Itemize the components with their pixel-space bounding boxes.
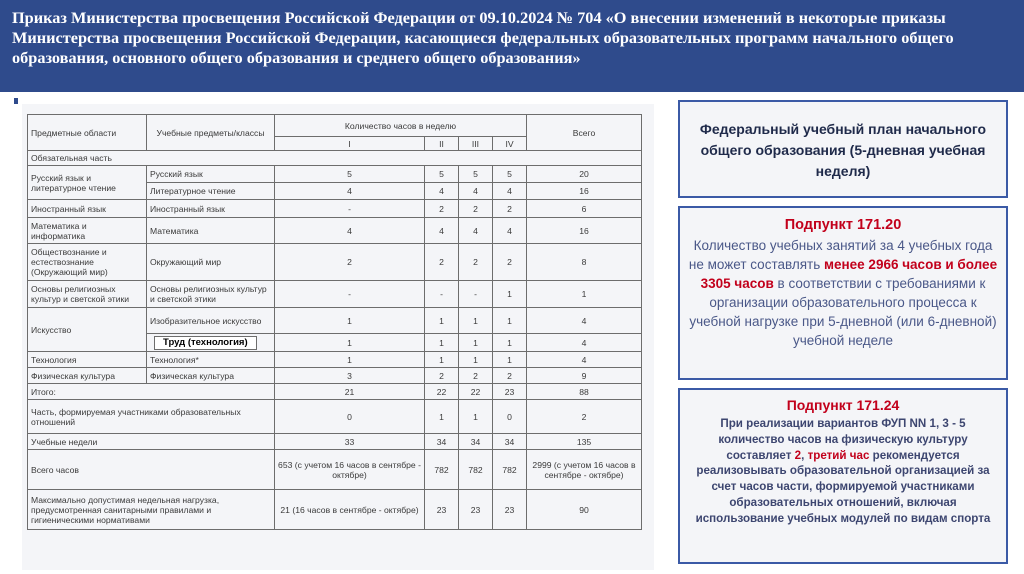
hours-cell: 33 [275, 434, 425, 450]
page-title: Приказ Министерства просвещения Российской Федерации от 09.10.2024 № 704 «О внесении изменений в некоторые приказы Министерства просвещения Российской Федерации, касающиеся федеральных образовательных программ начального общего образования, основного общего образования и среднего общего образования» [12, 8, 954, 67]
area-cell: Искусство [28, 308, 147, 352]
subject-cell: Литературное чтение [147, 183, 275, 200]
hours-cell: - [275, 281, 425, 308]
hours-cell: 1 [493, 308, 527, 334]
total-cell: 6 [527, 200, 642, 218]
hours-cell: 1 [425, 308, 459, 334]
hours-cell: 2 [459, 368, 493, 384]
trud-highlight: Труд (технология) [154, 336, 257, 350]
hours-cell: 782 [493, 450, 527, 490]
hours-cell: - [425, 281, 459, 308]
hours-cell: 1 [275, 352, 425, 368]
header-subjects: Учебные предметы/классы [147, 115, 275, 151]
mandatory-label: Обязательная часть [28, 151, 642, 166]
subject-cell: Иностранный язык [147, 200, 275, 218]
subpoint-171-24-title: Подпункт 171.24 [786, 397, 900, 413]
hours-cell: 34 [425, 434, 459, 450]
subpoint-171-20-title: Подпункт 171.20 [784, 217, 902, 233]
title-banner [0, 0, 1024, 92]
weeks-row [28, 434, 642, 450]
federal-plan-panel [678, 100, 1008, 198]
hours-cell: 653 (с учетом 16 часов в сентябре - октябре) [275, 450, 425, 490]
hours-cell: 1 [459, 352, 493, 368]
highlight-hours: менее 2966 часов и более 3305 часов [700, 257, 998, 291]
subject-cell: Физическая культура [147, 368, 275, 384]
hours-cell: 2 [459, 244, 493, 281]
hours-cell: 1 [275, 334, 425, 352]
hours-cell: 22 [459, 384, 493, 400]
max-load-label: Максимально допустимая недельная нагрузка, предусмотренная санитарными правилами и гигиеническими нормативами [28, 490, 275, 530]
hours-cell: 2 [493, 368, 527, 384]
table-row [28, 308, 642, 334]
hours-cell: 782 [459, 450, 493, 490]
hours-cell: 4 [425, 218, 459, 244]
itogo-row [28, 384, 642, 400]
hours-cell: 2 [493, 244, 527, 281]
hours-cell: 2 [425, 244, 459, 281]
hours-cell: - [275, 200, 425, 218]
header-area: Предметные области [28, 115, 147, 151]
hours-cell: 1 [425, 400, 459, 434]
hours-cell: - [459, 281, 493, 308]
header-grade-2: II [425, 137, 459, 151]
hours-cell: 23 [425, 490, 459, 530]
hours-cell: 1 [275, 308, 425, 334]
max-load-row [28, 490, 642, 530]
header-grade-3: III [459, 137, 493, 151]
hours-cell: 23 [493, 384, 527, 400]
hours-cell: 1 [425, 334, 459, 352]
area-cell: Математика и информатика [28, 218, 147, 244]
total-cell: 8 [527, 244, 642, 281]
hours-cell: 782 [425, 450, 459, 490]
table-row [28, 368, 642, 384]
hours-cell: 1 [493, 334, 527, 352]
text-part: При реализации вариантов ФУП NN 1, 3 - 5 количество часов на физическую культуру составляет [718, 417, 968, 462]
hours-cell: 21 (16 часов в сентябре - октябре) [275, 490, 425, 530]
text-part: в соответствии с требованиями к организации образовательного процесса к учебной нагрузке при 5-дневной (или 6-дневной) учебной неделе [689, 276, 997, 348]
hours-cell: 1 [493, 281, 527, 308]
hours-cell: 4 [493, 183, 527, 200]
total-cell: 4 [527, 334, 642, 352]
hours-cell: 0 [275, 400, 425, 434]
header-total: Всего [527, 115, 642, 151]
hours-cell: 22 [425, 384, 459, 400]
table-row [28, 166, 642, 183]
hours-cell: 23 [459, 490, 493, 530]
hours-cell: 1 [459, 400, 493, 434]
hours-cell: 21 [275, 384, 425, 400]
hours-cell: 5 [275, 166, 425, 183]
total-cell: 88 [527, 384, 642, 400]
header-grade-4: IV [493, 137, 527, 151]
subpoint-171-24-text [680, 414, 1006, 527]
hours-cell: 2 [459, 200, 493, 218]
subject-cell: Математика [147, 218, 275, 244]
area-cell: Обществознание и естествознание (Окружающий мир) [28, 244, 147, 281]
hours-cell: 23 [493, 490, 527, 530]
hours-cell: 0 [493, 400, 527, 434]
header-row [28, 115, 642, 137]
total-cell: 2999 (с учетом 16 часов в сентябре - октябре) [527, 450, 642, 490]
area-cell: Физическая культура [28, 368, 147, 384]
area-cell: Основы религиозных культур и светской этики [28, 281, 147, 308]
table-row [28, 352, 642, 368]
header-hours: Количество часов в неделю [275, 115, 527, 137]
table-row [28, 281, 642, 308]
total-cell: 16 [527, 218, 642, 244]
section-row [28, 151, 642, 166]
subject-cell [147, 334, 275, 352]
hours-cell: 2 [425, 200, 459, 218]
curriculum-table [27, 114, 642, 530]
hours-cell: 34 [459, 434, 493, 450]
slide-marker [14, 98, 18, 104]
subject-cell: Основы религиозных культур и светской этики [147, 281, 275, 308]
hours-cell: 4 [425, 183, 459, 200]
weeks-label: Учебные недели [28, 434, 275, 450]
header-grade-1: I [275, 137, 425, 151]
highlight-third-hour: третий час [807, 448, 870, 462]
itogo-label: Итого: [28, 384, 275, 400]
total-hours-label: Всего часов [28, 450, 275, 490]
hours-cell: 4 [493, 218, 527, 244]
area-cell: Русский язык и литературное чтение [28, 166, 147, 200]
hours-cell: 5 [493, 166, 527, 183]
part-formed-row [28, 400, 642, 434]
subpoint-171-20-panel [678, 206, 1008, 380]
hours-cell: 34 [493, 434, 527, 450]
hours-cell: 4 [459, 183, 493, 200]
subject-cell: Технология* [147, 352, 275, 368]
total-cell: 90 [527, 490, 642, 530]
hours-cell: 4 [275, 218, 425, 244]
subpoint-171-24-panel [678, 388, 1008, 564]
subject-cell: Окружающий мир [147, 244, 275, 281]
hours-cell: 1 [459, 308, 493, 334]
hours-cell: 5 [459, 166, 493, 183]
hours-cell: 1 [425, 352, 459, 368]
subpoint-171-20-text [680, 234, 1006, 350]
text-separator: , [801, 448, 805, 462]
area-cell: Технология [28, 352, 147, 368]
table-row [28, 218, 642, 244]
hours-cell: 4 [275, 183, 425, 200]
text-part: Количество учебных занятий за 4 учебных года не может составлять [688, 238, 993, 272]
hours-cell: 5 [425, 166, 459, 183]
federal-plan-title: Федеральный учебный план начального общего образования (5-дневная учебная неделя) [699, 121, 987, 179]
hours-cell: 2 [275, 244, 425, 281]
subject-cell: Русский язык [147, 166, 275, 183]
hours-cell: 1 [459, 334, 493, 352]
total-cell: 4 [527, 308, 642, 334]
subject-cell: Изобразительное искусство [147, 308, 275, 334]
total-cell: 4 [527, 352, 642, 368]
hours-cell: 2 [493, 200, 527, 218]
table-row [28, 244, 642, 281]
total-cell: 2 [527, 400, 642, 434]
table-row [28, 200, 642, 218]
hours-cell: 2 [425, 368, 459, 384]
total-cell: 135 [527, 434, 642, 450]
hours-cell: 4 [459, 218, 493, 244]
hours-cell: 1 [493, 352, 527, 368]
hours-cell: 3 [275, 368, 425, 384]
part-formed-label: Часть, формируемая участниками образовательных отношений [28, 400, 275, 434]
total-cell: 9 [527, 368, 642, 384]
total-cell: 1 [527, 281, 642, 308]
area-cell: Иностранный язык [28, 200, 147, 218]
highlight-two: 2 [794, 448, 802, 462]
total-hours-row [28, 450, 642, 490]
total-cell: 16 [527, 183, 642, 200]
total-cell: 20 [527, 166, 642, 183]
text-part: рекомендуется реализовывать образовательной организацией за счет часов части, формируемой участниками образовательных отношений, включая использование учебных модулей по видам спорта [695, 448, 991, 525]
